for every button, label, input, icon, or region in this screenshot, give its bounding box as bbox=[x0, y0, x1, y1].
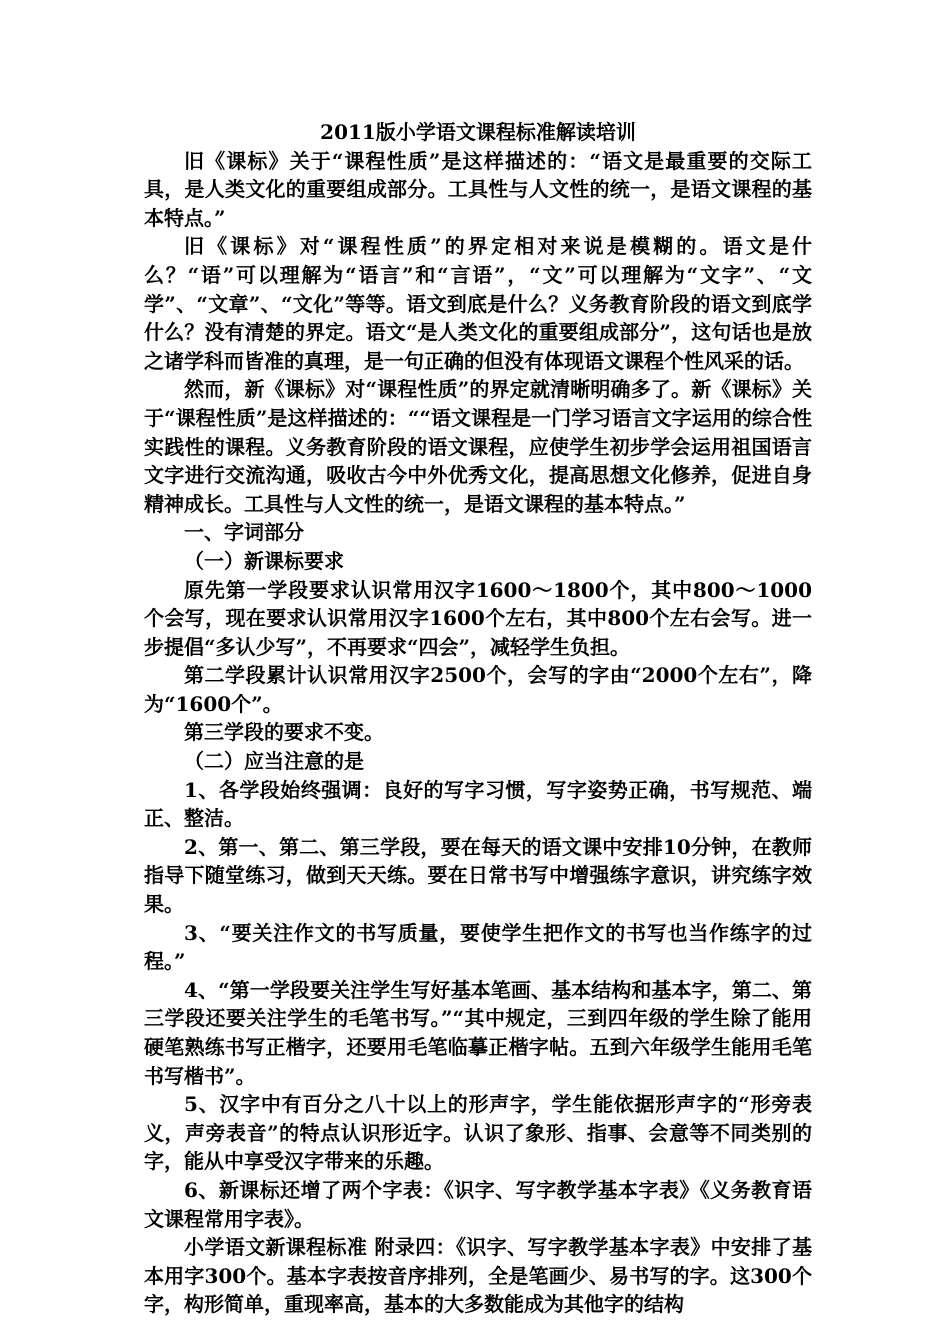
paragraph: 然而，新《课标》对“课程性质”的界定就清晰明确多了。新《课标》关于“课程性质”是这样描述的：““语文课程是一门学习语言文字运用的综合性实践性的课程。义务教育阶段的语文课程，应使学生初步学会运用祖国语言文字进行交流沟通，吸收古今中外优秀文化，提高思想文化修养，促进自身精神成长。工具性与人文性的统一，是语文课程的基本特点。” bbox=[144, 377, 812, 516]
paragraph: 第二学段累计认识常用汉字2500个，会写的字由“2000个左右”，降为“1600个”。 bbox=[144, 663, 812, 716]
document-body bbox=[144, 118, 812, 1319]
list-item: 3、“要关注作文的书写质量，要使学生把作文的书写也当作练字的过程。” bbox=[144, 920, 812, 974]
subsection-heading: （二）应当注意的是 bbox=[184, 749, 364, 774]
section-heading: 一、字词部分 bbox=[184, 520, 304, 545]
subsection-heading: （一）新课标要求 bbox=[184, 548, 344, 573]
paragraph: 旧《课标》关于“课程性质”是这样描述的：“语文是最重要的交际工具，是人类文化的重要组成部分。工具性与人文性的统一，是语文课程的基本特点。” bbox=[144, 148, 812, 230]
paragraph: 小学语文新课程标准 附录四：《识字、写字教学基本字表》中安排了基本用字300个。基本字表按音序排列，全是笔画少、易书写的字。这300个字，构形简单，重现率高，基本的大多数能成为其他字的结构 bbox=[144, 1235, 812, 1317]
list-item: 2、第一、第二、第三学段，要在每天的语文课中安排10分钟，在教师指导下随堂练习，做到天天练。要在日常书写中增强练字意识，讲究练字效果。 bbox=[144, 834, 812, 917]
list-item: 6、新课标还增了两个字表：《识字、写字教学基本字表》《义务教育语文课程常用字表》。 bbox=[144, 1177, 812, 1231]
paragraph: 原先第一学段要求认识常用汉字1600～1800个，其中800～1000个会写，现在要求认识常用汉字1600个左右，其中800个左右会写。进一步提倡“多认少写”，不再要求“四会”，减轻学生负担。 bbox=[144, 577, 812, 659]
list-item: 5、汉字中有百分之八十以上的形声字，学生能依据形声字的“形旁表义，声旁表音”的特点认识形近字。认识了象形、指事、会意等不同类别的字，能从中享受汉字带来的乐趣。 bbox=[144, 1092, 812, 1174]
document-title: 2011版小学语文课程标准解读培训 bbox=[320, 120, 636, 144]
paragraph: 旧《课标》对“课程性质”的界定相对来说是模糊的。语文是什么？“语”可以理解为“语言”和“言语”，“文”可以理解为“文字”、“文学”、“文章”、“文化”等等。语文到底是什么？义务教育阶段的语文到底学什么？没有清楚的界定。语文“是人类文化的重要组成部分”，这句话也是放之诸学科而皆准的真理，是一句正确的但没有体现语文课程个性风采的话。 bbox=[144, 234, 812, 373]
list-item: 1、各学段始终强调：良好的写字习惯，写字姿势正确，书写规范、端正、整洁。 bbox=[144, 777, 812, 831]
paragraph: 第三学段的要求不变。 bbox=[184, 720, 384, 745]
list-item: 4、“第一学段要关注学生写好基本笔画、基本结构和基本字，第二、第三学段还要关注学生的毛笔书写。”“其中规定，三到四年级的学生除了能用硬笔熟练书写正楷字，还要用毛笔临摹正楷字帖。五到六年级学生能用毛笔书写楷书”。 bbox=[144, 977, 812, 1088]
